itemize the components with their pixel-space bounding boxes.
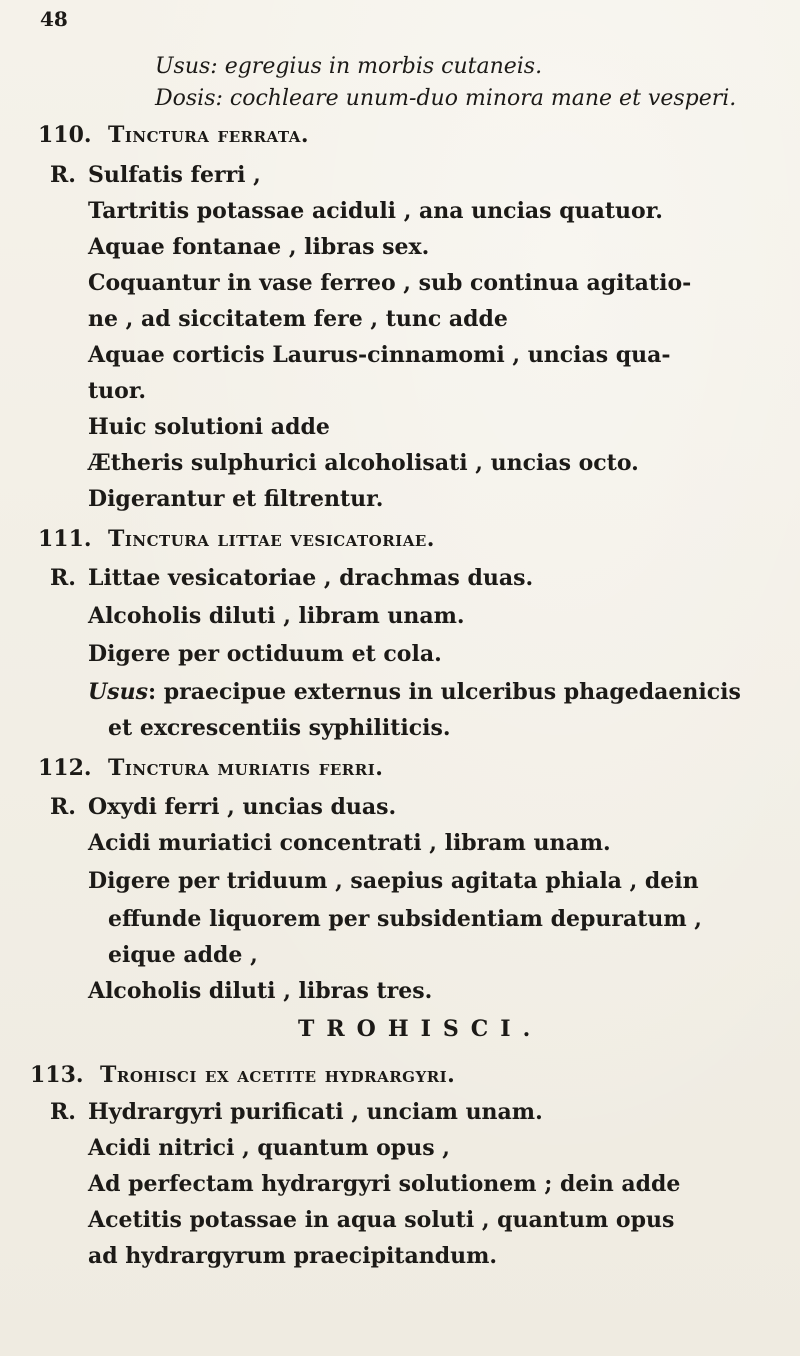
recipe-mark-113: R. <box>50 1099 76 1125</box>
dose-label: Dosis <box>155 86 216 111</box>
recipe-line: Acidi nitrici , quantum opus , <box>88 1135 450 1161</box>
recipe-line: Littae vesicatoriae , drachmas duas. <box>88 565 534 591</box>
recipe-line: eique adde , <box>108 942 258 968</box>
usage-text: : praecipue externus in ulceribus phagedaenicis <box>147 679 741 705</box>
usage-text: : egregius in morbis cutaneis. <box>210 54 543 79</box>
recipe-mark-110: R. <box>50 162 76 188</box>
recipe-line: tuor. <box>88 378 147 404</box>
usage-label: Usus <box>155 54 211 79</box>
recipe-line: ad hydrargyrum praecipitandum. <box>88 1243 498 1269</box>
recipe-mark-111: R. <box>50 565 76 591</box>
usage-line <box>155 52 542 82</box>
recipe-line: Alcoholis diluti , libras tres. <box>88 978 433 1004</box>
recipe-line: Hydrargyri purificati , unciam unam. <box>88 1099 543 1125</box>
recipe-line: Ætheris sulphurici alcoholisati , uncias octo. <box>88 450 639 476</box>
recipe-line: Digere per triduum , saepius agitata phiala , dein <box>88 868 699 894</box>
dose-text: : cochleare unum-duo minora mane et vesperi. <box>215 86 737 111</box>
entry-number-113: 113. <box>30 1062 84 1088</box>
entry-number-110: 110. <box>38 122 92 148</box>
recipe-line: Ad perfectam hydrargyri solutionem ; dein adde <box>88 1171 681 1197</box>
recipe-line: Aquae fontanae , libras sex. <box>88 234 430 260</box>
entry-title-113: Trohisci ex acetite hydrargyri. <box>100 1062 456 1088</box>
recipe-line: effunde liquorem per subsidentiam depuratum , <box>108 906 702 932</box>
recipe-line: Digerantur et filtrentur. <box>88 486 384 512</box>
usage-label: Usus <box>88 679 148 705</box>
recipe-line: Alcoholis diluti , libram unam. <box>88 603 465 629</box>
usage-line <box>88 677 741 707</box>
recipe-line: Acetitis potassae in aqua soluti , quantum opus <box>88 1207 675 1233</box>
dose-line <box>155 84 736 114</box>
recipe-line: Sulfatis ferri , <box>88 162 261 188</box>
recipe-line: Oxydi ferri , uncias duas. <box>88 794 397 820</box>
entry-title-111: Tinctura littae vesicatoriae. <box>108 526 435 552</box>
recipe-line: Acidi muriatici concentrati , libram unam. <box>88 830 611 856</box>
page-number: 48 <box>40 7 68 31</box>
recipe-line: ne , ad siccitatem fere , tunc adde <box>88 306 508 332</box>
recipe-line: Aquae corticis Laurus-cinnamomi , uncias qua- <box>88 342 671 368</box>
entry-title-110: Tinctura ferrata. <box>108 122 310 148</box>
recipe-line: Huic solutioni adde <box>88 414 330 440</box>
recipe-line: Digere per octiduum et cola. <box>88 641 442 667</box>
section-heading: TROHISCI. <box>298 1016 543 1042</box>
recipe-line: Tartritis potassae aciduli , ana uncias quatuor. <box>88 198 663 224</box>
entry-number-111: 111. <box>38 526 92 552</box>
entry-number-112: 112. <box>38 755 92 781</box>
recipe-line: Coquantur in vase ferreo , sub continua agitatio- <box>88 270 692 296</box>
recipe-line: et excrescentiis syphiliticis. <box>108 715 451 741</box>
entry-title-112: Tinctura muriatis ferri. <box>108 755 384 781</box>
recipe-mark-112: R. <box>50 794 76 820</box>
